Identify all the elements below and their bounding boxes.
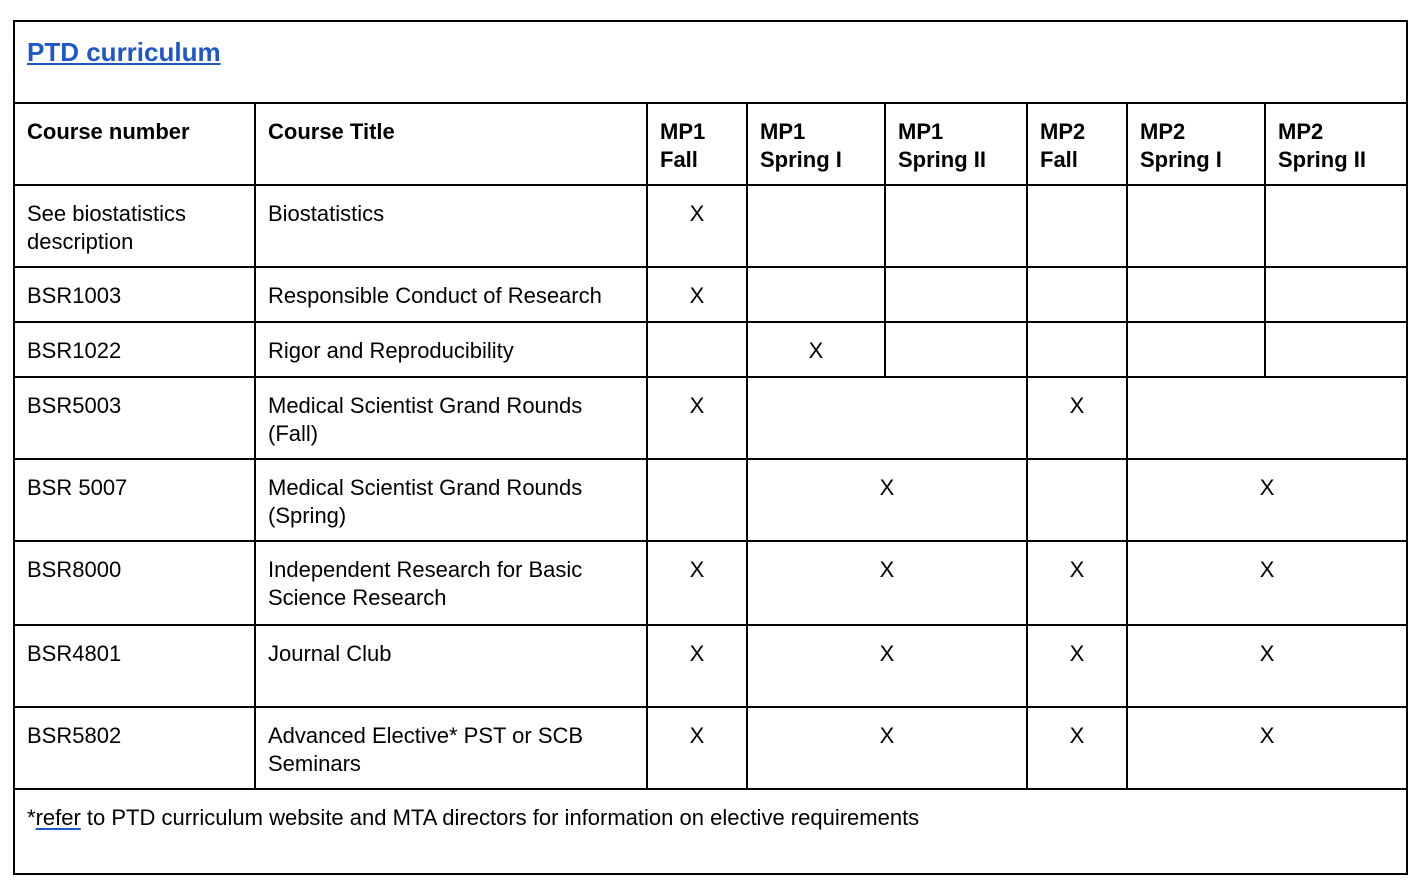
course-title: Biostatistics [255, 185, 647, 267]
cell-mp2-fall [1027, 322, 1127, 377]
mark-mp1-fall: X [647, 377, 747, 459]
curriculum-table [13, 20, 1408, 875]
footnote [14, 789, 1407, 874]
footnote-refer-word: refer [35, 805, 81, 830]
cell-mp1-spring-ii [885, 322, 1027, 377]
cell-mp2-spring-i [1127, 322, 1265, 377]
table-row [14, 267, 1407, 322]
header-mp1-spring-ii: MP1 Spring II [885, 103, 1027, 185]
mark-mp2-spring: X [1127, 459, 1407, 541]
mark-mp1-spring: X [747, 541, 1027, 625]
cell-mp2-spring [1127, 377, 1407, 459]
cell-mp1-spring-i [747, 267, 885, 322]
course-number: BSR8000 [14, 541, 255, 625]
cell-mp1-fall [647, 459, 747, 541]
cell-mp1-spring-ii [885, 267, 1027, 322]
mark-mp2-fall: X [1027, 707, 1127, 789]
header-mp2-spring-i: MP2 Spring I [1127, 103, 1265, 185]
cell-mp2-fall [1027, 267, 1127, 322]
course-title: Advanced Elective* PST or SCB Seminars [255, 707, 647, 789]
header-course-title: Course Title [255, 103, 647, 185]
header-mp1-fall: MP1 Fall [647, 103, 747, 185]
title-cell [14, 21, 1407, 103]
mark-mp1-fall: X [647, 267, 747, 322]
table-row [14, 459, 1407, 541]
cell-mp2-spring-ii [1265, 322, 1407, 377]
title-row [14, 21, 1407, 103]
mark-mp2-fall: X [1027, 377, 1127, 459]
course-title: Medical Scientist Grand Rounds (Fall) [255, 377, 647, 459]
cell-mp1-spring-i [747, 185, 885, 267]
table-row [14, 707, 1407, 789]
mark-mp2-spring: X [1127, 707, 1407, 789]
mark-mp2-fall: X [1027, 625, 1127, 707]
course-number: BSR1022 [14, 322, 255, 377]
mark-mp1-spring: X [747, 625, 1027, 707]
table-row [14, 541, 1407, 625]
mark-mp2-spring: X [1127, 625, 1407, 707]
course-number: BSR5003 [14, 377, 255, 459]
mark-mp1-fall: X [647, 707, 747, 789]
header-mp1-spring-i: MP1 Spring I [747, 103, 885, 185]
header-row [14, 103, 1407, 185]
ptd-curriculum-link[interactable]: PTD curriculum [27, 37, 221, 67]
cell-mp2-spring-i [1127, 185, 1265, 267]
mark-mp2-fall: X [1027, 541, 1127, 625]
course-number: BSR4801 [14, 625, 255, 707]
header-mp2-fall: MP2 Fall [1027, 103, 1127, 185]
header-course-number: Course number [14, 103, 255, 185]
course-title: Independent Research for Basic Science Research [255, 541, 647, 625]
footnote-row [14, 789, 1407, 874]
mark-mp1-spring: X [747, 707, 1027, 789]
course-title: Journal Club [255, 625, 647, 707]
course-number: BSR5802 [14, 707, 255, 789]
cell-mp2-spring-i [1127, 267, 1265, 322]
footnote-text: to PTD curriculum website and MTA directors for information on elective requirements [80, 805, 920, 830]
mark-mp2-spring: X [1127, 541, 1407, 625]
mark-mp1-fall: X [647, 185, 747, 267]
table-row [14, 185, 1407, 267]
course-number: BSR 5007 [14, 459, 255, 541]
cell-mp2-spring-ii [1265, 185, 1407, 267]
mark-mp1-fall: X [647, 625, 747, 707]
cell-mp2-spring-ii [1265, 267, 1407, 322]
table-row [14, 625, 1407, 707]
cell-mp1-fall [647, 322, 747, 377]
course-number: See biostatistics description [14, 185, 255, 267]
course-number: BSR1003 [14, 267, 255, 322]
course-title: Responsible Conduct of Research [255, 267, 647, 322]
cell-mp1-spring [747, 377, 1027, 459]
cell-mp2-fall [1027, 185, 1127, 267]
cell-mp1-spring-ii [885, 185, 1027, 267]
mark-mp1-spring-i: X [747, 322, 885, 377]
course-title: Medical Scientist Grand Rounds (Spring) [255, 459, 647, 541]
course-title: Rigor and Reproducibility [255, 322, 647, 377]
footnote-asterisk: * [27, 805, 36, 830]
table-row [14, 377, 1407, 459]
header-mp2-spring-ii: MP2 Spring II [1265, 103, 1407, 185]
cell-mp2-fall [1027, 459, 1127, 541]
mark-mp1-spring: X [747, 459, 1027, 541]
mark-mp1-fall: X [647, 541, 747, 625]
table-row [14, 322, 1407, 377]
